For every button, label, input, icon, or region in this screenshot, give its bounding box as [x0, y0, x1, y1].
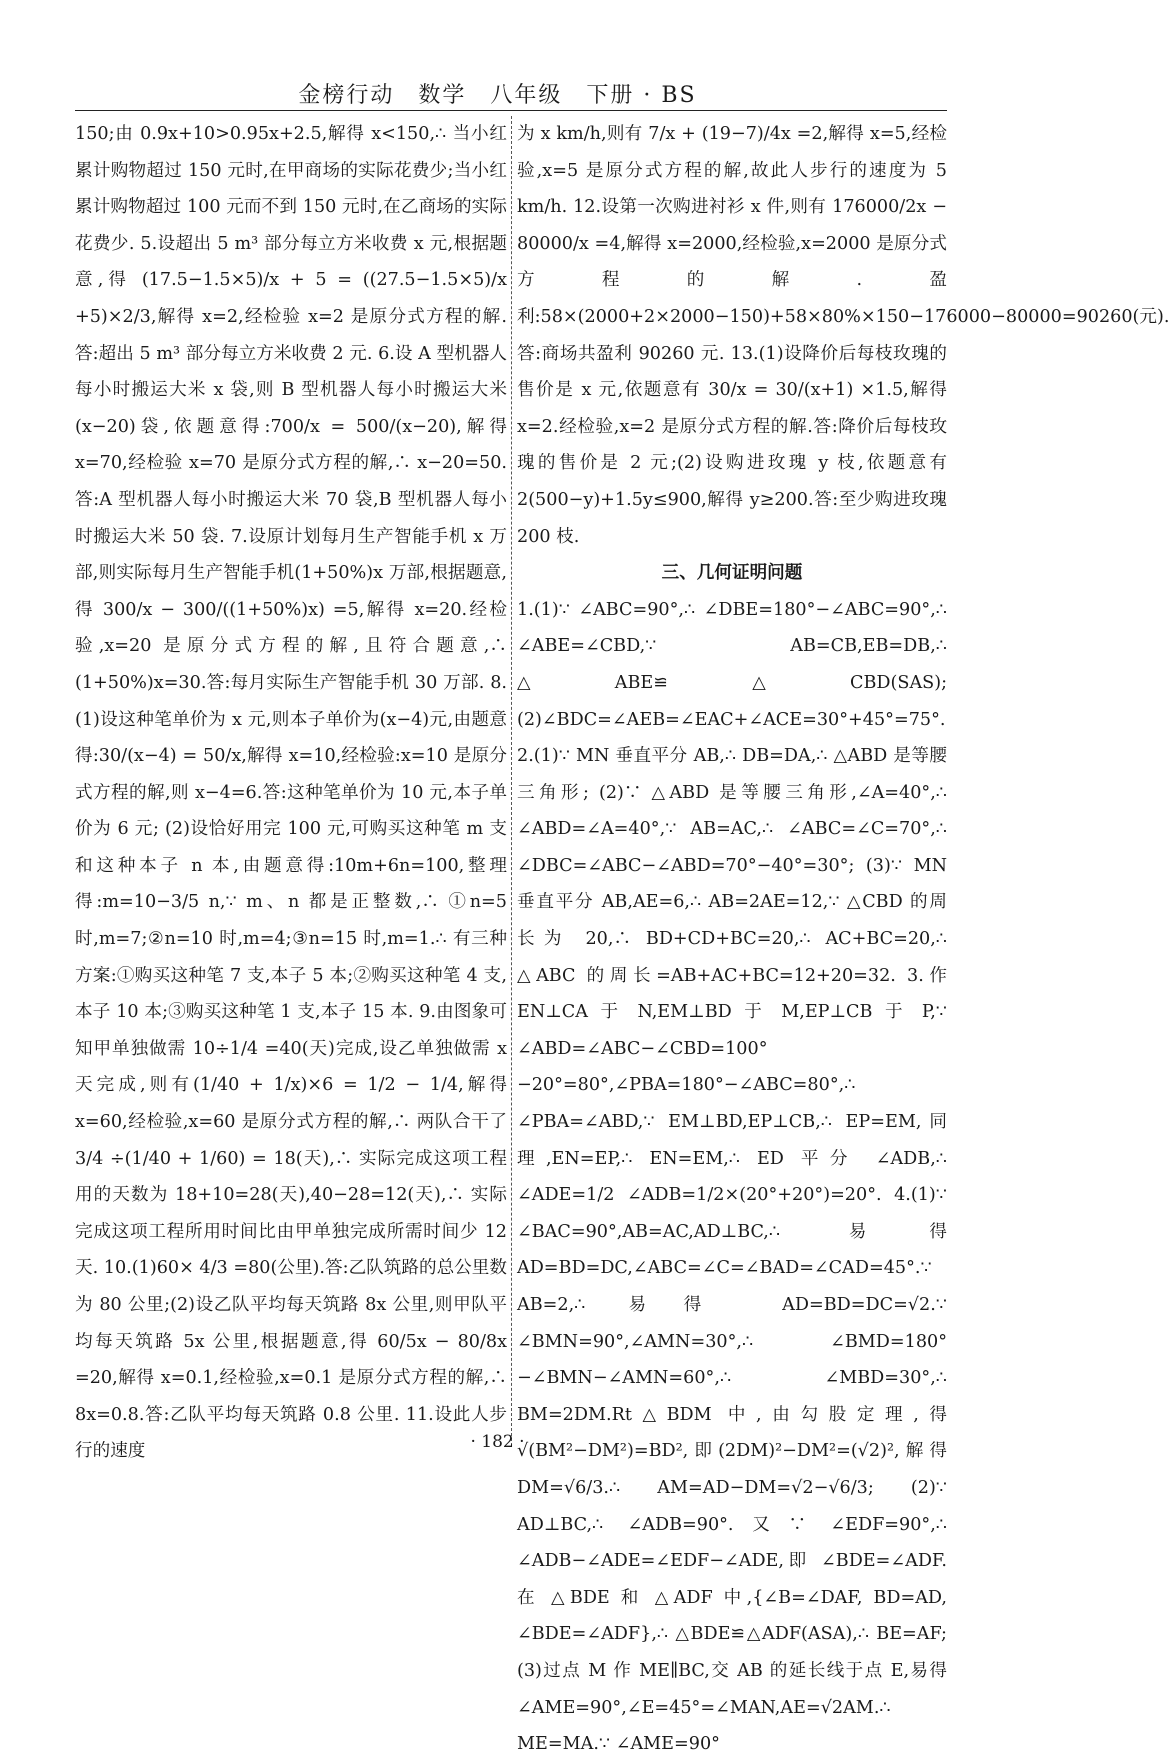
- left-column-text: 150;由 0.9x+10>0.95x+2.5,解得 x<150,∴ 当小红累计购物超过 150 元时,在甲商场的实际花费少;当小红累计购物超过 100 元而不到 150 元时,在乙商场的实际花费少. 5.设超出 5 m³ 部分每立方米收费 x 元,根据题意,得 (17.5−1.5×5)/x + 5 = ((27.5−1.5×5)/x +5)×2/3,解得 x=2,经检验 x=2 是原分式方程的解.答:超出 5 m³ 部分每立方米收费 2 元. 6.设 A 型机器人每小时搬运大米 x 袋,则 B 型机器人每小时搬运大米(x−20)袋,依题意得:700/x = 500/(x−20),解得 x=70,经检验 x=70 是原分式方程的解,∴ x−20=50.答:A 型机器人每小时搬运大米 70 袋,B 型机器人每小时搬运大米 50 袋. 7.设原计划每月生产智能手机 x 万部,则实际每月生产智能手机(1+50%)x 万部,根据题意,得 300/x − 300/((1+50%)x) =5,解得 x=20.经检验,x=20 是原分式方程的解,且符合题意,∴ (1+50%)x=30.答:每月实际生产智能手机 30 万部. 8.(1)设这种笔单价为 x 元,则本子单价为(x−4)元,由题意得:30/(x−4) = 50/x,解得 x=10,经检验:x=10 是原分式方程的解,则 x−4=6.答:这种笔单价为 10 元,本子单价为 6 元; (2)设恰好用完 100 元,可购买这种笔 m 支和这种本子 n 本,由题意得:10m+6n=100,整理得:m=10−3/5 n,∵ m、n 都是正整数,∴ ①n=5 时,m=7;②n=10 时,m=4;③n=15 时,m=1.∴ 有三种方案:①购买这种笔 7 支,本子 5 本;②购买这种笔 4 支,本子 10 本;③购买这种笔 1 支,本子 15 本. 9.由图象可知甲单独做需 10÷1/4 =40(天)完成,设乙单独做需 x 天完成,则有(1/40 + 1/x)×6 = 1/2 − 1/4,解得 x=60,经检验,x=60 是原分式方程的解,∴ 两队合干了 3/4 ÷(1/40 + 1/60) = 18(天),∴ 实际完成这项工程用的天数为 18+10=28(天),40−28=12(天),∴ 实际完成这项工程所用时间比由甲单独完成所需时间少 12 天. 10.(1)60× 4/3 =80(公里).答:乙队筑路的总公里数为 80 公里;(2)设乙队平均每天筑路 8x 公里,则甲队平均每天筑路 5x 公里,根据题意,得 60/5x − 80/8x =20,解得 x=0.1,经检验,x=0.1 是原分式方程的解,∴ 8x=0.8.答:乙队平均每天筑路 0.8 公里. 11.设此人步行的速度: [75, 124, 507, 1462]
- left-column: [75, 116, 507, 1470]
- page-number: · 182 ·: [470, 1432, 525, 1452]
- right-column: [517, 116, 1169, 1763]
- header-rule: [75, 110, 947, 111]
- section-title: 三、几何证明问题: [661, 562, 803, 584]
- page-header: 金榜行动 数学 八年级 下册 · BS: [298, 83, 697, 108]
- right-column-text-cont: 1.(1)∵ ∠ABC=90°,∴ ∠DBE=180°−∠ABC=90°,∴ ∠ABE=∠CBD,∵ AB=CB,EB=DB,∴ △ABE≌△CBD(SAS); (2)∠BDC=∠AEB=∠EAC+∠ACE=30°+45°=75°. 2.(1)∵ MN 垂直平分 AB,∴ DB=DA,∴ △ABD 是等腰三角形; (2)∵ △ABD 是等腰三角形,∠A=40°,∴ ∠ABD=∠A=40°,∵ AB=AC,∴ ∠ABC=∠C=70°,∴ ∠DBC=∠ABC−∠ABD=70°−40°=30°; (3)∵ MN 垂直平分 AB,AE=6,∴ AB=2AE=12,∵ △CBD 的周长为 20,∴ BD+CD+BC=20,∴ AC+BC=20,∴ △ABC 的周长=AB+AC+BC=12+20=32. 3.作 EN⊥CA 于 N,EM⊥BD 于 M,EP⊥CB 于 P,∵ ∠ABD=∠ABC−∠CBD=100°−20°=80°,∠PBA=180°−∠ABC=80°,∴ ∠PBA=∠ABD,∵ EM⊥BD,EP⊥CB,∴ EP=EM,同理,EN=EP,∴ EN=EM,∴ ED 平分 ∠ADB,∴ ∠ADE=1/2 ∠ADB=1/2×(20°+20°)=20°. 4.(1)∵ ∠BAC=90°,AB=AC,AD⊥BC,∴ 易得 AD=BD=DC,∠ABC=∠C=∠BAD=∠CAD=45°.∵ AB=2,∴ 易得 AD=BD=DC=√2.∵ ∠BMN=90°,∠AMN=30°,∴ ∠BMD=180°−∠BMN−∠AMN=60°,∴ ∠MBD=30°,∴ BM=2DM.Rt△BDM 中,由勾股定理,得 √(BM²−DM²)=BD²,即(2DM)²−DM²=(√2)²,解得 DM=√6/3.∴ AM=AD−DM=√2−√6/3; (2)∵ AD⊥BC,∴ ∠ADB=90°.又∵ ∠EDF=90°,∴ ∠ADB−∠ADE=∠EDF−∠ADE,即 ∠BDE=∠ADF.在 △BDE 和 △ADF 中,{∠B=∠DAF, BD=AD, ∠BDE=∠ADF},∴ △BDE≌△ADF(ASA),∴ BE=AF; (3)过点 M 作 ME∥BC,交 AB 的延长线于点 E,易得 ∠AME=90°,∠E=45°=∠MAN,AE=√2AM.∴ ME=MA.∵ ∠AME=90°: [517, 599, 947, 1755]
- column-divider: [511, 116, 512, 1446]
- right-column-text: 为 x km/h,则有 7/x + (19−7)/4x =2,解得 x=5,经检验,x=5 是原分式方程的解,故此人步行的速度为 5 km/h. 12.设第一次购进衬衫 x 件,则有 176000/2x − 80000/x =4,解得 x=2000,经检验,x=2000 是原分式方程的解.盈利:58×(2000+2×2000−150)+58×80%×150−176000−80000=90260(元).答:商场共盈利 90260 元. 13.(1)设降价后每枝玫瑰的售价是 x 元,依题意有 30/x = 30/(x+1) ×1.5,解得 x=2.经检验,x=2 是原分式方程的解.答:降价后每枝玫瑰的售价是 2 元;(2)设购进玫瑰 y 枝,依题意有 2(500−y)+1.5y≤900,解得 y≥200.答:至少购进玫瑰 200 枝.: [517, 124, 1169, 547]
